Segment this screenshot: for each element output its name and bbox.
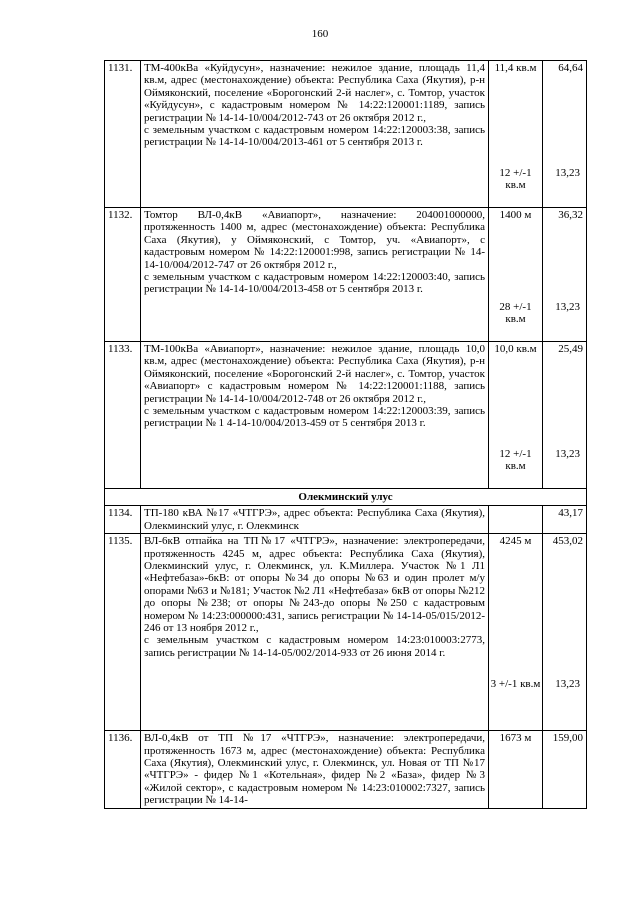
object-area bbox=[489, 506, 543, 534]
object-value: 64,64 bbox=[558, 62, 583, 74]
object-description bbox=[141, 342, 489, 489]
object-main-text: ТП-180 кВА №17 «ЧТГРЭ», адрес объекта: Республика Саха (Якутия), Олекминский улус, г. Олекминск bbox=[144, 507, 485, 532]
object-value: 43,17 bbox=[543, 506, 587, 534]
object-main-text: ВЛ-6кВ отпайка на ТП№17 «ЧТГРЭ», назначение: электропередачи, протяженность 4245 м, адрес объекта: Республика Саха (Якутия), Олекминский улус, г. Олекминск, ул. К.Миллера. Участок №1 Л1 «Нефтебаза»-6кВ: от опоры №34 до опоры №63 и один пролет м/у опорами №63 и №181; Участок №2 Л1 «Нефтебаза» 6кВ от опоры №212 до опоры №238; от опоры №243-до опоры №250 с кадастровым номером № 14:23:000000:431, запись регистрации № 14-14-05/015/2012-246 от 13 ноября 2012 г., bbox=[144, 535, 485, 635]
table-row bbox=[105, 208, 587, 342]
object-area: 10,0 кв.м bbox=[494, 343, 537, 355]
row-number: 1134. bbox=[105, 506, 141, 534]
object-area: 1673 м bbox=[489, 731, 543, 808]
value-cell bbox=[543, 208, 587, 342]
area-cell bbox=[489, 61, 543, 208]
land-value: 13,23 bbox=[555, 301, 580, 313]
land-plot-text: с земельным участком с кадастровым номером 14:22:120003:38, запись регистрации № 14-14-10/004/2013-461 от 5 сентября 2013 г. bbox=[144, 124, 485, 149]
land-area: 3 +/-1 кв.м bbox=[490, 678, 541, 691]
section-title: Олекминский улус bbox=[105, 489, 587, 506]
object-value: 36,32 bbox=[558, 209, 583, 221]
land-plot-text: с земельным участком с кадастровым номером 14:23:010003:2773, запись регистрации № 14-14-05/002/2014-933 от 26 июня 2014 г. bbox=[144, 634, 485, 659]
section-row bbox=[105, 489, 587, 506]
object-main-text: Томтор ВЛ-0,4кВ «Авиапорт», назначение: 204001000000, протяженность 1400 м, адрес (местонахождение) объекта: Республика Саха (Якутия), у Оймяконский, с Томтор, уч. «Авиапорт», с кадастровым номером № 14:22:120001:998, запись регистрации № 14-14-10/004/2012-747 от 26 октября 2012 г., bbox=[144, 209, 485, 271]
object-description bbox=[141, 731, 489, 808]
object-description bbox=[141, 534, 489, 731]
object-description bbox=[141, 506, 489, 534]
land-plot-text: с земельным участком с кадастровым номером 14:22:120003:39, запись регистрации № 1 4-14-10/004/2013-459 от 5 сентября 2013 г. bbox=[144, 405, 485, 430]
table-row bbox=[105, 342, 587, 489]
value-cell bbox=[543, 61, 587, 208]
object-value: 25,49 bbox=[558, 343, 583, 355]
table-row bbox=[105, 506, 587, 534]
object-description bbox=[141, 61, 489, 208]
object-area: 1400 м bbox=[499, 209, 532, 221]
row-number: 1131. bbox=[105, 61, 141, 208]
area-cell bbox=[489, 342, 543, 489]
object-area: 11,4 кв.м bbox=[494, 62, 537, 74]
table-row bbox=[105, 61, 587, 208]
value-cell bbox=[543, 534, 587, 731]
table-row bbox=[105, 731, 587, 808]
row-number: 1133. bbox=[105, 342, 141, 489]
land-value: 13,23 bbox=[555, 167, 580, 179]
land-value: 13,23 bbox=[555, 448, 580, 460]
value-cell bbox=[543, 342, 587, 489]
row-number: 1132. bbox=[105, 208, 141, 342]
page-number: 160 bbox=[311, 28, 329, 40]
row-number: 1136. bbox=[105, 731, 141, 808]
object-value: 453,02 bbox=[552, 535, 583, 548]
row-number: 1135. bbox=[105, 534, 141, 731]
object-main-text: ТМ-400кВа «Куйдусун», назначение: нежилое здание, площадь 11,4 кв.м, адрес (местонахождение) объекта: Республика Саха (Якутия), р-н Оймяконский, поселение «Борогонский 2-й наслег», с. Томтор, участок «Куйдусун», с кадастровым номером № 14:22:120001:1189, запись регистрации № 14-14-10/004/2012-743 от 26 октября 2012 г., bbox=[144, 62, 485, 124]
land-plot-text: с земельным участком с кадастровым номером 14:22:120003:40, запись регистрации № 14-14-10/004/2013-458 от 5 сентября 2013 г. bbox=[144, 271, 485, 296]
land-area: 12 +/-1 кв.м bbox=[499, 167, 532, 192]
property-register-table bbox=[104, 60, 587, 809]
object-main-text: ВЛ-0,4кВ от ТП №17 «ЧТГРЭ», назначение: электропередачи, протяженность 1673 м, адрес (местонахождение) объекта: Республика Саха (Якутия), Олекминский улус, г. Олекминск, ул. Новая от ТП №17 «ЧТГРЭ» - фидер №1 «Котельная», фидер №2 «База», фидер №3 «Жилой сектор», с кадастровым номером № 14:23:010002:7327, запись регистрации № 14-14- bbox=[144, 732, 485, 807]
object-area: 4245 м bbox=[499, 535, 532, 548]
table-row bbox=[105, 534, 587, 731]
land-area: 12 +/-1 кв.м bbox=[499, 448, 532, 473]
object-value: 159,00 bbox=[543, 731, 587, 808]
area-cell bbox=[489, 208, 543, 342]
area-cell bbox=[489, 534, 543, 731]
land-area: 28 +/-1 кв.м bbox=[499, 301, 532, 326]
object-description bbox=[141, 208, 489, 342]
object-main-text: ТМ-100кВа «Авиапорт», назначение: нежилое здание, площадь 10,0 кв.м, адрес (местонахождение) объекта: Республика Саха (Якутия), р-н Оймяконский, поселение «Борогонский 2-й наслег», с. Томтор, участок «Авиапорт» с кадастровым номером № 14:22:120001:1188, запись регистрации № 14-14-10/004/2012-748 от 26 октября 2012 г., bbox=[144, 343, 485, 405]
land-value: 13,23 bbox=[555, 678, 580, 691]
